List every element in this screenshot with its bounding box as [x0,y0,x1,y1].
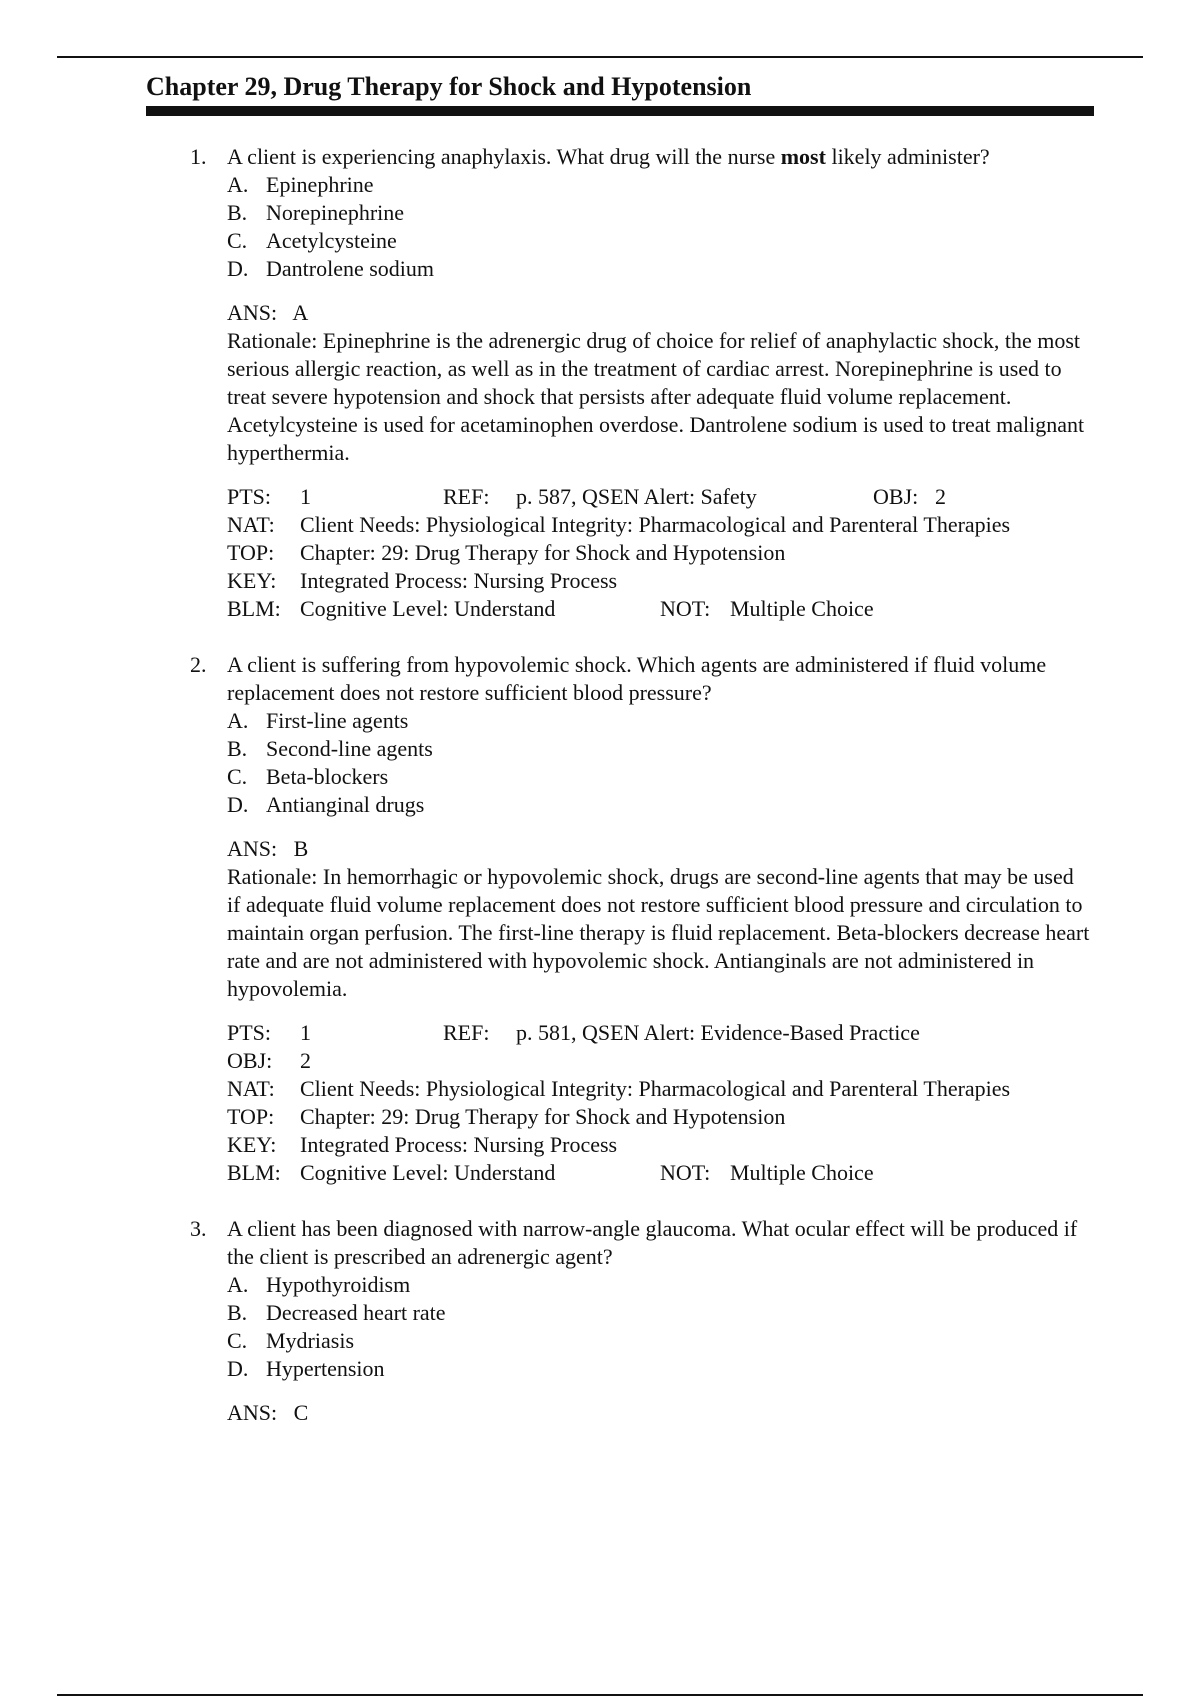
chapter-title: Chapter 29, Drug Therapy for Shock and Hypotension [146,72,752,101]
key-label: KEY: [227,568,277,593]
option-letter: C. [227,1328,248,1353]
option-letter: A. [227,1272,249,1297]
option-a [227,1271,1090,1299]
question-list [190,143,1090,1455]
option-d [227,791,1090,819]
pts-label: PTS: [227,484,272,509]
option-letter: D. [227,256,249,281]
key-value: Integrated Process: Nursing Process [300,1132,618,1157]
pts-label: PTS: [227,1020,272,1045]
rationale-text: Rationale: Epinephrine is the adrenergic drug of choice for relief of anaphylactic shock, the most serious allergic reaction, as well as in the treatment of cardiac arrest. Norepinephrine is used to treat severe hypotension and shock that persists after adequate fluid volume replacement. Acetylcysteine is used for acetaminophen overdose. Dantrolene sodium is used to treat malignant hyperthermia. [227,328,1085,465]
question-stem: A client has been diagnosed with narrow-angle glaucoma. What ocular effect will be produced if the client is prescribed an adrenergic agent? [227,1216,1078,1269]
bottom-rule [57,1694,1143,1696]
answer-value: A [292,300,309,325]
option-letter: B. [227,736,248,761]
answer-label: ANS: [227,836,278,861]
option-letter: D. [227,792,249,817]
ref-value: p. 587, QSEN Alert: Safety [516,484,757,509]
option-letter: D. [227,1356,249,1381]
meta-line-blm [227,595,1090,623]
meta-line-blm [227,1159,1090,1187]
option-text: Decreased heart rate [266,1300,446,1325]
answer-options [227,1271,1090,1383]
question-metadata [227,1019,1090,1187]
option-text: Acetylcysteine [266,228,397,253]
nat-label: NAT: [227,512,275,537]
option-b [227,1299,1090,1327]
nat-value: Client Needs: Physiological Integrity: Pharmacological and Parenteral Therapies [300,512,1011,537]
key-value: Integrated Process: Nursing Process [300,568,618,593]
answer-label: ANS: [227,1400,278,1425]
blm-label: BLM: [227,1160,281,1185]
question-stem: A client is suffering from hypovolemic shock. Which agents are administered if fluid volume replacement does not restore sufficient blood pressure? [227,652,1047,705]
meta-line-nat [227,1075,1090,1103]
option-text: Dantrolene sodium [266,256,435,281]
rationale-text: Rationale: In hemorrhagic or hypovolemic shock, drugs are second-line agents that may be used if adequate fluid volume replacement does not restore sufficient blood pressure and circulation to maintain organ perfusion. The first-line therapy is fluid replacement. Beta-blockers decrease heart rate and are not administered with hypovolemic shock. Antianginals are not administered in hypovolemia. [227,864,1090,1001]
answer-block [227,1399,1090,1427]
option-letter: A. [227,708,249,733]
question-number: 3. [190,1216,207,1241]
top-value: Chapter: 29: Drug Therapy for Shock and Hypotension [300,540,786,565]
meta-line-top [227,539,1090,567]
meta-line-pts [227,483,1090,511]
key-label: KEY: [227,1132,277,1157]
answer-options [227,171,1090,283]
question-metadata [227,483,1090,623]
answer-line [227,299,1090,327]
option-c [227,763,1090,791]
option-text: Norepinephrine [266,200,405,225]
not-label: NOT: [660,1160,711,1185]
question-number: 1. [190,144,207,169]
option-d [227,1355,1090,1383]
option-letter: B. [227,1300,248,1325]
meta-line-top [227,1103,1090,1131]
ref-value: p. 581, QSEN Alert: Evidence-Based Practice [516,1020,920,1045]
answer-line [227,1399,1090,1427]
answer-block [227,299,1090,467]
pts-value: 1 [300,484,311,509]
title-underline-bar [146,106,1094,116]
obj-value: 2 [935,484,946,509]
blm-label: BLM: [227,596,281,621]
obj-value: 2 [300,1048,311,1073]
blm-value: Cognitive Level: Understand [300,1160,556,1185]
pts-value: 1 [300,1020,311,1045]
not-value: Multiple Choice [730,1160,874,1185]
question-2 [190,651,1090,1187]
answer-value: B [293,836,309,861]
option-b [227,199,1090,227]
question-3 [190,1215,1090,1427]
obj-label: OBJ: [873,484,919,509]
option-b [227,735,1090,763]
not-label: NOT: [660,596,711,621]
option-text: Mydriasis [266,1328,354,1353]
option-letter: B. [227,200,248,225]
not-value: Multiple Choice [730,596,874,621]
question-1 [190,143,1090,623]
stem-emphasis: most [780,144,826,169]
answer-block [227,835,1090,1003]
nat-value: Client Needs: Physiological Integrity: Pharmacological and Parenteral Therapies [300,1076,1011,1101]
option-a [227,707,1090,735]
answer-line [227,835,1090,863]
option-text: Antianginal drugs [266,792,425,817]
question-stem [227,143,1090,171]
meta-line-key [227,567,1090,595]
meta-line-nat [227,511,1090,539]
option-text: Second-line agents [266,736,433,761]
option-text: Hypertension [266,1356,385,1381]
ref-label: REF: [443,484,490,509]
option-letter: A. [227,172,249,197]
stem-text: likely administer? [825,144,990,169]
answer-options [227,707,1090,819]
option-text: Epinephrine [266,172,374,197]
option-letter: C. [227,228,248,253]
top-rule [57,56,1143,58]
top-label: TOP: [227,1104,275,1129]
option-letter: C. [227,764,248,789]
answer-value: C [293,1400,309,1425]
option-text: First-line agents [266,708,409,733]
option-c [227,227,1090,255]
answer-label: ANS: [227,300,278,325]
option-text: Beta-blockers [266,764,389,789]
option-c [227,1327,1090,1355]
blm-value: Cognitive Level: Understand [300,596,556,621]
question-number: 2. [190,652,207,677]
option-text: Hypothyroidism [266,1272,411,1297]
meta-line-pts [227,1019,1090,1047]
nat-label: NAT: [227,1076,275,1101]
stem-text: A client is experiencing anaphylaxis. What drug will the nurse [227,144,781,169]
top-value: Chapter: 29: Drug Therapy for Shock and Hypotension [300,1104,786,1129]
ref-label: REF: [443,1020,490,1045]
meta-line-key [227,1131,1090,1159]
meta-line-obj [227,1047,1090,1075]
top-label: TOP: [227,540,275,565]
obj-label: OBJ: [227,1048,273,1073]
option-d [227,255,1090,283]
option-a [227,171,1090,199]
